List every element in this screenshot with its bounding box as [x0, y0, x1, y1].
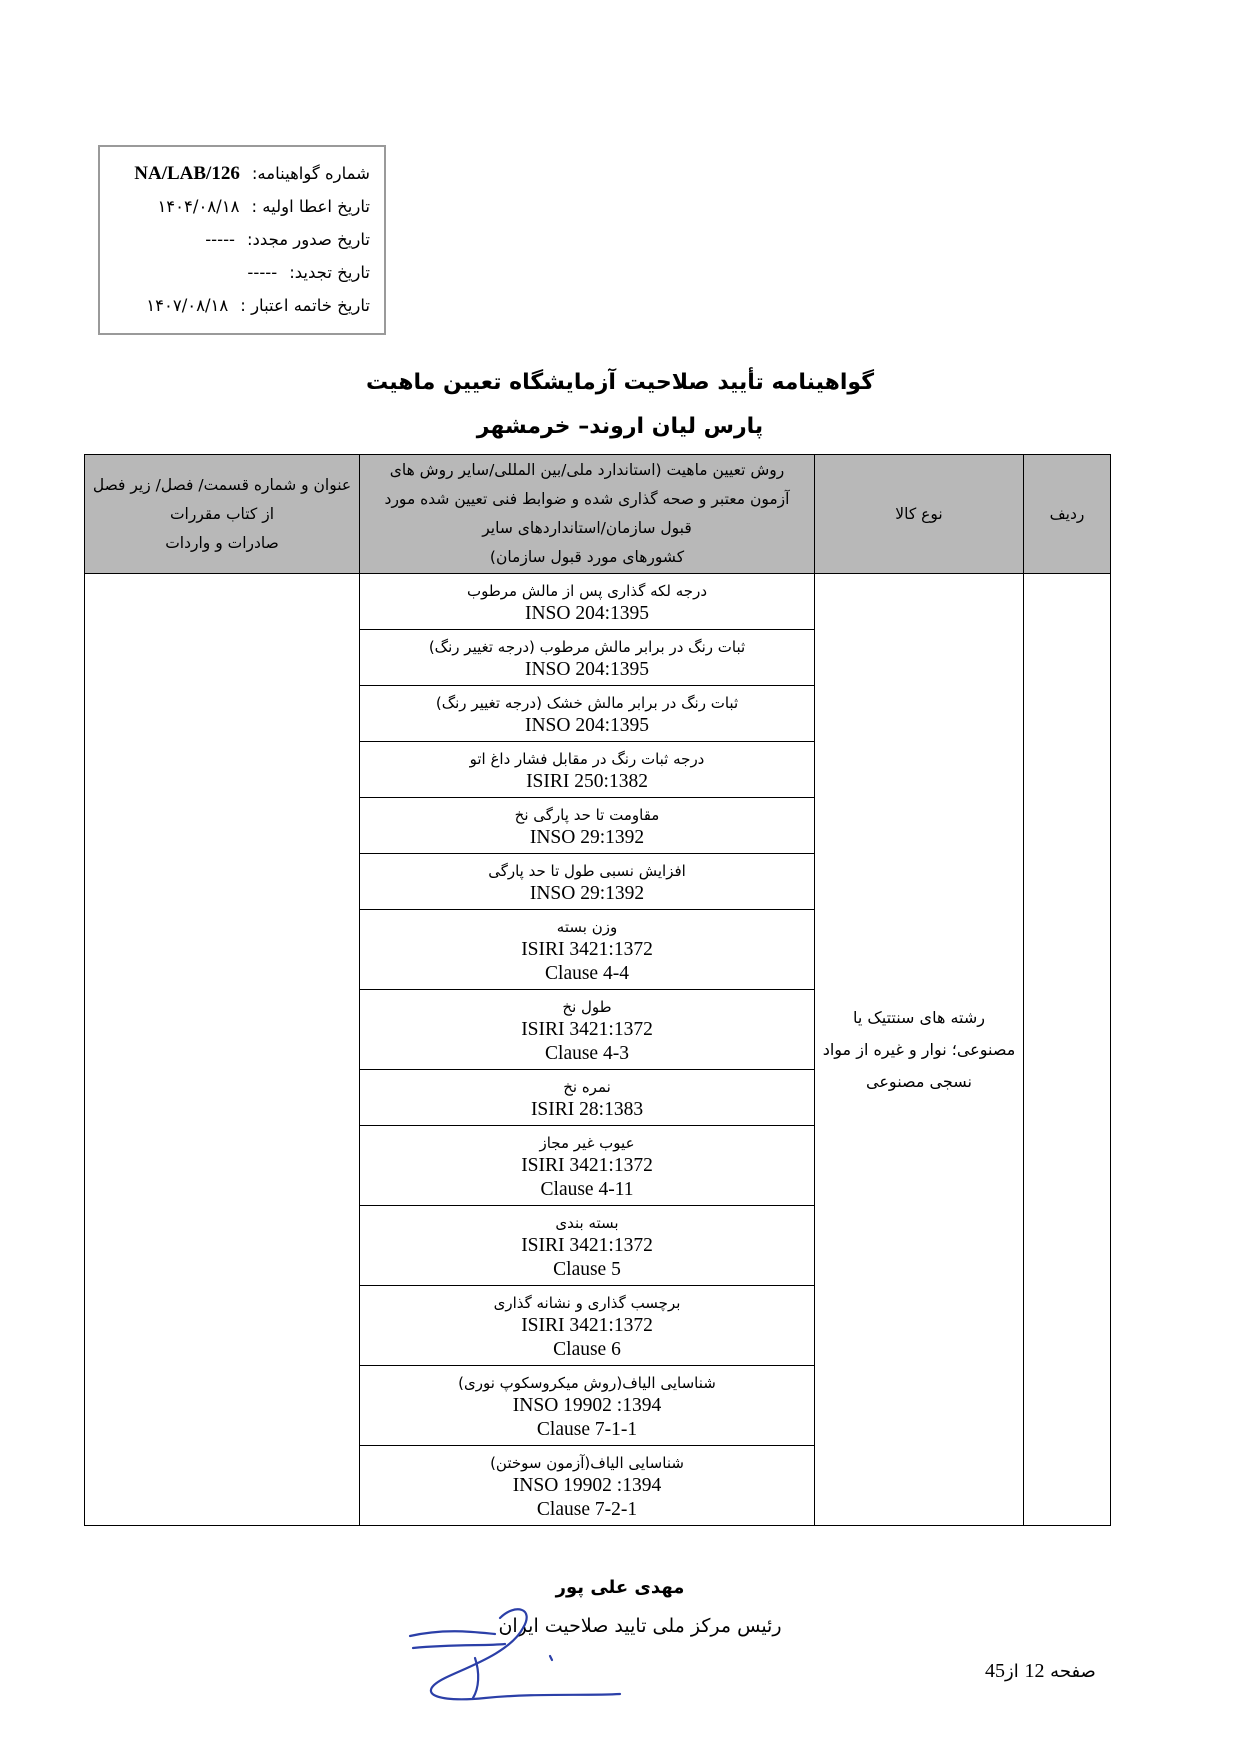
expiry-date-row: [114, 289, 370, 322]
method-cell: [360, 742, 815, 798]
method-cell: [360, 1126, 815, 1206]
method-cell: [360, 1446, 815, 1526]
kala-line: رشته های سنتتیک یا: [853, 1007, 985, 1027]
method-name: بسته بندی: [555, 1214, 619, 1232]
method-cell: [360, 1366, 815, 1446]
certificate-number-value: NA/LAB/126: [134, 162, 240, 184]
table-body: [85, 574, 1111, 1526]
method-name: شناسایی الیاف(آزمون سوختن): [490, 1454, 684, 1472]
header-method-line: آزمون معتبر و صحه گذاری شده و ضوابط فنی تعیین شده مورد: [384, 490, 790, 508]
header-method-line: قبول سازمان/استانداردهای سایر: [482, 519, 692, 537]
reissue-date-row: [114, 223, 370, 256]
method-standard: INSO 204:1395: [524, 603, 650, 624]
page-number: [985, 1660, 1096, 1683]
method-clause: Clause 5: [553, 1259, 621, 1280]
issue-date-label: تاریخ اعطا اولیه :: [251, 197, 370, 216]
kala-cell: [815, 574, 1024, 1526]
method-standard: INSO 29:1392: [529, 827, 645, 848]
renewal-date-value: -----: [247, 263, 278, 282]
method-clause: Clause 4-11: [540, 1179, 634, 1200]
method-cell: [360, 686, 815, 742]
renewal-date-row: [114, 256, 370, 289]
issue-date-row: [114, 190, 370, 223]
header-title-line: عنوان و شماره قسمت/ فصل/ زیر فصل: [92, 475, 352, 494]
certificate-number-row: [114, 157, 370, 190]
method-clause: Clause 7-2-1: [536, 1499, 638, 1520]
method-cell: [360, 630, 815, 686]
page-label: صفحه: [1050, 1661, 1096, 1682]
method-name: عیوب غیر مجاز: [539, 1134, 635, 1152]
method-name: درجه لکه گذاری پس از مالش مرطوب: [466, 582, 708, 600]
certificate-number-label: شماره گواهینامه:: [251, 164, 370, 183]
method-cell: [360, 1206, 815, 1286]
header-radif: ردیف: [1024, 455, 1111, 574]
method-standard: INSO 29:1392: [529, 883, 645, 904]
method-standard: ISIRI 3421:1372: [521, 1155, 653, 1176]
method-name: وزن بسته: [556, 918, 618, 936]
method-clause: Clause 4-3: [545, 1043, 629, 1064]
table-row: [85, 574, 1111, 630]
renewal-date-label: تاریخ تجدید:: [289, 263, 370, 282]
kala-line: نسجی مصنوعی: [866, 1071, 972, 1091]
method-cell: [360, 1286, 815, 1366]
method-name: ثبات رنگ در برابر مالش خشک (درجه تغییر رنگ): [435, 694, 739, 712]
document-title: گواهینامه تأیید صلاحیت آزمایشگاه تعیین ماهیت: [365, 370, 875, 395]
header-regulation-title: [85, 455, 360, 574]
header-title-line: صادرات و واردات: [165, 533, 279, 552]
laboratory-name: پارس لیان اروند– خرمشهر: [476, 414, 764, 439]
method-name: شناسایی الیاف(روش میکروسکوپ نوری): [458, 1374, 716, 1392]
method-standard: ISIRI 3421:1372: [521, 1235, 653, 1256]
method-cell: [360, 910, 815, 990]
page-of-label: از: [1005, 1661, 1019, 1682]
issue-date-value: ۱۴۰۴/۰۸/۱۸: [157, 197, 240, 216]
regulation-title-cell: [85, 574, 360, 1526]
page-total: 45: [985, 1660, 1005, 1682]
method-clause: Clause 4-4: [545, 963, 629, 984]
method-standard: INSO 204:1395: [524, 715, 650, 736]
table-header-row: [85, 455, 1111, 574]
method-name: مقاومت تا حد پارگی نخ: [514, 806, 660, 824]
method-name: درجه ثبات رنگ در مقابل فشار داغ اتو: [469, 750, 705, 768]
expiry-date-label: تاریخ خاتمه اعتبار :: [240, 296, 370, 315]
method-clause: Clause 6: [553, 1339, 621, 1360]
method-name: برچسب گذاری و نشانه گذاری: [493, 1294, 681, 1312]
method-name: طول نخ: [562, 998, 612, 1016]
method-standard: ISIRI 250:1382: [526, 771, 648, 792]
radif-cell: [1024, 574, 1111, 1526]
expiry-date-value: ۱۴۰۷/۰۸/۱۸: [146, 296, 229, 315]
kala-line: مصنوعی؛ نوار و غیره از مواد: [822, 1039, 1016, 1059]
method-name: نمره نخ: [563, 1078, 611, 1096]
reissue-date-label: تاریخ صدور مجدد:: [247, 230, 370, 249]
handwritten-signature: [405, 1598, 635, 1708]
method-standard: ISIRI 3421:1372: [521, 939, 653, 960]
method-cell: [360, 574, 815, 630]
method-standard: INSO 19902 :1394: [512, 1475, 662, 1496]
method-standard: ISIRI 28:1383: [530, 1099, 644, 1120]
header-method-line: روش تعیین ماهیت (استاندارد ملی/بین المللی/سایر روش های: [389, 461, 785, 479]
page-current: 12: [1024, 1660, 1045, 1682]
method-standard: INSO 204:1395: [524, 659, 650, 680]
method-cell: [360, 990, 815, 1070]
signatory-name: مهدی علی پور: [555, 1577, 685, 1598]
method-standard: ISIRI 3421:1372: [521, 1019, 653, 1040]
certificate-info-box: [98, 145, 386, 335]
header-kala: نوع کالا: [815, 455, 1024, 574]
method-name: افزایش نسبی طول تا حد پارگی: [488, 862, 686, 880]
method-clause: Clause 7-1-1: [536, 1419, 638, 1440]
reissue-date-value: -----: [205, 230, 235, 249]
method-cell: [360, 854, 815, 910]
method-cell: [360, 1070, 815, 1126]
method-standard: ISIRI 3421:1372: [521, 1315, 653, 1336]
signatory-role: رئیس مرکز ملی تایید صلاحیت ایران: [498, 1615, 782, 1637]
accreditation-scope-table: [84, 454, 1111, 1526]
header-method-line: کشورهای مورد قبول سازمان): [489, 548, 685, 566]
header-title-line: از کتاب مقررات: [169, 504, 275, 523]
method-cell: [360, 798, 815, 854]
header-method: [360, 455, 815, 574]
method-name: ثبات رنگ در برابر مالش مرطوب (درجه تغییر رنگ): [428, 638, 746, 656]
method-standard: INSO 19902 :1394: [512, 1395, 662, 1416]
